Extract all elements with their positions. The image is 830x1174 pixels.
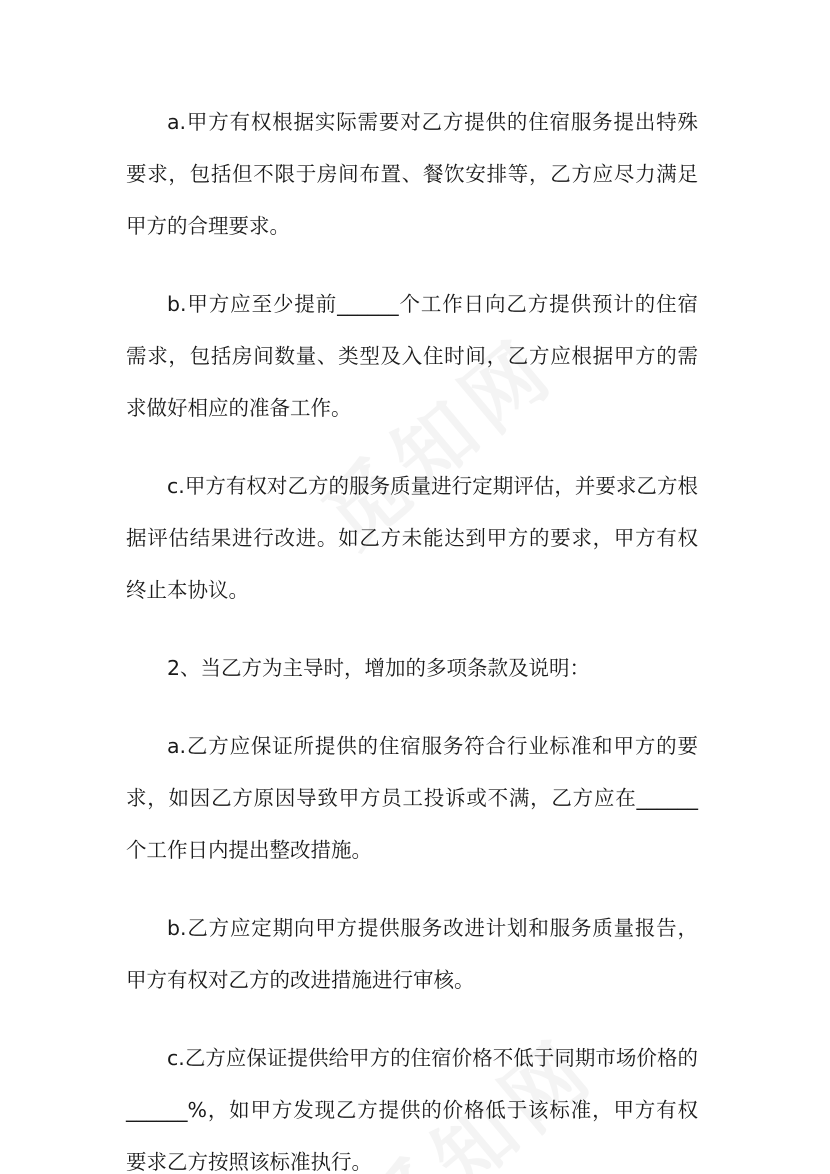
paragraph-clause-b-2: b.乙方应定期向甲方提供服务改进计划和服务质量报告，甲方有权对乙方的改进措施进行审核。 bbox=[126, 916, 698, 992]
paragraph-clause-a-1: a.甲方有权根据实际需要对乙方提供的住宿服务提出特殊要求，包括但不限于房间布置、餐饮安排等，乙方应尽力满足甲方的合理要求。 bbox=[126, 110, 698, 238]
section-heading-2: 2、当乙方为主导时，增加的多项条款及说明： bbox=[167, 656, 591, 680]
paragraph-clause-b-1: b.甲方应至少提前______个工作日向乙方提供预计的住宿需求，包括房间数量、类型及入住时间，乙方应根据甲方的需求做好相应的准备工作。 bbox=[126, 292, 698, 420]
document-body bbox=[126, 96, 698, 1174]
paragraph-clause-c-2: c.乙方应保证提供给甲方的住宿价格不低于同期市场价格的______%，如甲方发现乙方提供的价格低于该标准，甲方有权要求乙方按照该标准执行。 bbox=[126, 1046, 698, 1174]
paragraph-clause-a-2: a.乙方应保证所提供的住宿服务符合行业标准和甲方的要求，如因乙方原因导致甲方员工投诉或不满，乙方应在______个工作日内提出整改措施。 bbox=[126, 734, 698, 862]
paragraph-clause-c-1: c.甲方有权对乙方的服务质量进行定期评估，并要求乙方根据评估结果进行改进。如乙方未能达到甲方的要求，甲方有权终止本协议。 bbox=[126, 474, 698, 602]
